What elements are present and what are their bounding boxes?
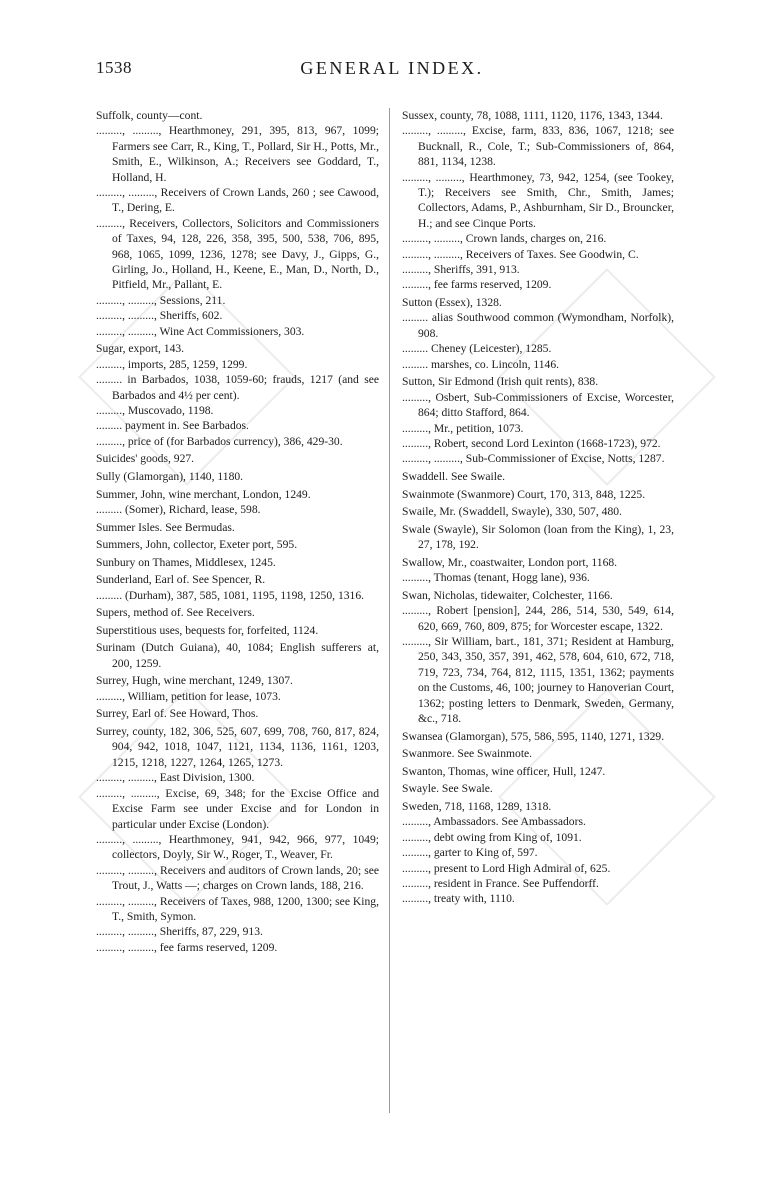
index-entry: ........., Robert, second Lord Lexinton (1668-1723), 972. <box>402 436 661 450</box>
index-entry: Swainmote (Swanmore) Court, 170, 313, 848, 1225. <box>402 487 646 501</box>
index-entry: ........., Mr., petition, 1073. <box>402 421 524 435</box>
index-entry: ........., Muscovado, 1198. <box>96 403 214 417</box>
index-entry: ........., Sir William, bart., 181, 371; Resident at Hamburg, 250, 343, 350, 357, 391, 462, 578, 604, 610, 672, 718, 719, 723, 734, 764, 812, 1115, 1351, 1362; payments on the Customs, 46, 100; journey to Hanoverian Court, 1362; posting letters to Denmark, Sweden, Germany, &c., 718. <box>402 634 674 725</box>
index-entry: ........., fee farms reserved, 1209. <box>402 278 552 292</box>
index-entry: ........., Osbert, Sub-Commissioners of Excise, Worcester, 864; ditto Stafford, 864. <box>402 390 674 420</box>
index-entry: ........., present to Lord High Admiral of, 625. <box>402 861 611 875</box>
index-entry: ........., ........., Hearthmoney, 941, 942, 966, 977, 1049; collectors, Doyly, Sir W., Roger, T., Weaver, Fr. <box>96 832 379 862</box>
index-entry: ........., Ambassadors. See Ambassadors. <box>402 815 586 829</box>
index-entry: Summers, John, collector, Exeter port, 595. <box>96 538 298 552</box>
index-entry: ........., Sheriffs, 391, 913. <box>402 263 520 277</box>
index-entry: Swaddell. See Swaile. <box>402 469 506 483</box>
index-entry: ........., William, petition for lease, 1073. <box>96 689 281 703</box>
index-entry: Sweden, 718, 1168, 1289, 1318. <box>402 799 552 813</box>
index-entry: ........., ........., Crown lands, charges on, 216. <box>402 232 607 246</box>
index-entry: ........., imports, 285, 1259, 1299. <box>96 357 248 371</box>
index-entry: Sutton, Sir Edmond (Irish quit rents), 838. <box>402 375 599 389</box>
index-entry: ........., ........., Sheriffs, 602. <box>96 309 223 323</box>
index-entry: ........., ........., Excise, 69, 348; for the Excise Office and Excise Farm see under Excise and for London in particular under Excise (London). <box>96 786 379 831</box>
index-entry: Sutton (Essex), 1328. <box>402 296 502 310</box>
index-entry: Sunbury on Thames, Middlesex, 1245. <box>96 555 276 569</box>
index-entry: ........., ........., Excise, farm, 833, 836, 1067, 1218; see Bucknall, R., Cole, T.; Sub-Commissioners of, 864, 881, 1134, 1238. <box>402 124 674 169</box>
index-entry: ........., ........., Receivers of Crown Lands, 260 ; see Cawood, T., Dering, E. <box>96 186 379 215</box>
index-entry: ........., ........., Sub-Commissioner of Excise, Notts, 1287. <box>402 452 665 466</box>
index-entry: ........., ........., Receivers of Taxes. See Goodwin, C. <box>402 247 639 261</box>
index-entry: ........., resident in France. See Puffendorff. <box>402 876 599 890</box>
index-entry: ........., debt owing from King of, 1091. <box>402 830 582 844</box>
page-header <box>96 58 688 82</box>
index-entry: Swanton, Thomas, wine officer, Hull, 1247. <box>402 764 606 778</box>
index-column-right <box>402 108 674 907</box>
index-entry: Surrey, Hugh, wine merchant, 1249, 1307. <box>96 674 293 688</box>
index-entry: Swale (Swayle), Sir Solomon (loan from the King), 1, 23, 27, 178, 192. <box>402 522 674 552</box>
index-entry: ........., ........., Receivers of Taxes, 988, 1200, 1300; see King, T., Smith, Symon. <box>96 894 379 923</box>
index-entry: ......... Cheney (Leicester), 1285. <box>402 342 552 356</box>
index-entry: ........., ........., Sessions, 211. <box>96 293 226 307</box>
index-entry: ........., Robert [pension], 244, 286, 514, 530, 549, 614, 620, 669, 760, 809, 875; for Worcester escape, 1322. <box>402 604 674 633</box>
column-divider <box>389 108 390 1113</box>
index-entry: ........., Thomas (tenant, Hogg lane), 936. <box>402 571 590 585</box>
index-entry: ........., ........., Wine Act Commissioners, 303. <box>96 324 305 338</box>
index-entry: ........., ........., Sheriffs, 87, 229, 913. <box>96 925 263 939</box>
index-entry: ........., price of (for Barbados currency), 386, 429-30. <box>96 434 343 448</box>
page-number: 1538 <box>96 58 132 77</box>
index-entry: Sully (Glamorgan), 1140, 1180. <box>96 469 244 483</box>
index-entry: Swaile, Mr. (Swaddell, Swayle), 330, 507, 480. <box>402 505 622 519</box>
index-column-left <box>96 108 379 955</box>
index-entry: ......... (Somer), Richard, lease, 598. <box>96 502 261 516</box>
index-entry: ........., ........., Receivers and auditors of Crown lands, 20; see Trout, J., Watts —; charges on Crown lands, 188, 216. <box>96 863 379 893</box>
index-entry: ........., Receivers, Collectors, Solicitors and Commissioners of Taxes, 94, 128, 226, 358, 395, 500, 538, 706, 895, 968, 1065, 1099, 1236, 1278; see Davy, J., Gipps, G., Girling, Jo., Holland, H., Keene, E., Man, D., North, D., Pitfield, Mr., Pallant, E. <box>96 216 379 292</box>
index-entry: Sunderland, Earl of. See Spencer, R. <box>96 573 266 587</box>
index-entry: Supers, method of. See Receivers. <box>96 606 255 620</box>
index-entry: ......... payment in. See Barbados. <box>96 419 249 433</box>
index-entry: ........., ........., Hearthmoney, 73, 942, 1254, (see Tookey, T.); Receivers see Smith, Chr., Smith, James; Collectors, Adams, P., Ashburnham, Sir D., Brouncker, H.; and see Cinque Ports. <box>402 170 674 230</box>
index-entry: Summer, John, wine merchant, London, 1249. <box>96 487 311 501</box>
index-entry: ......... marshes, co. Lincoln, 1146. <box>402 357 560 371</box>
index-entry: Surrey, Earl of. See Howard, Thos. <box>96 707 259 721</box>
index-entry: Superstitious uses, bequests for, forfeited, 1124. <box>96 623 319 637</box>
index-entry: Swan, Nicholas, tidewaiter, Colchester, 1166. <box>402 588 613 602</box>
index-entry: Swayle. See Swale. <box>402 782 493 796</box>
index-entry: Swansea (Glamorgan), 575, 586, 595, 1140, 1271, 1329. <box>402 729 665 743</box>
index-entry: ........., ........., Hearthmoney, 291, 395, 813, 967, 1099; Farmers see Carr, R., King, T., Pollard, Sir H., Potts, Mr., Smith, E., Wilkinson, A.; Receivers see Goddard, T., Holland, H. <box>96 124 379 184</box>
index-entry: Sussex, county, 78, 1088, 1111, 1120, 1176, 1343, 1344. <box>402 109 663 122</box>
index-entry: Swallow, Mr., coastwaiter, London port, 1168. <box>402 555 618 569</box>
index-entry: Summer Isles. See Bermudas. <box>96 520 235 534</box>
index-entry: Swanmore. See Swainmote. <box>402 747 533 761</box>
index-entry: ........., ........., fee farms reserved, 1209. <box>96 940 278 954</box>
index-entry: ......... (Durham), 387, 585, 1081, 1195, 1198, 1250, 1316. <box>96 588 365 602</box>
index-entry: ......... alias Southwood common (Wymondham, Norfolk), 908. <box>402 311 674 340</box>
index-entry: Suffolk, county—cont. <box>96 109 203 122</box>
index-entry: ........., ........., East Division, 1300. <box>96 771 255 785</box>
running-title: GENERAL INDEX. <box>300 58 484 78</box>
index-entry: Surrey, county, 182, 306, 525, 607, 699, 708, 760, 817, 824, 904, 942, 1018, 1047, 1121, 1134, 1136, 1161, 1203, 1215, 1218, 1227, 1264, 1265, 1273. <box>96 725 379 769</box>
index-entry: ........., garter to King of, 597. <box>402 846 538 860</box>
index-entry: ......... in Barbados, 1038, 1059-60; frauds, 1217 (and see Barbados and 4½ per cent). <box>96 373 379 402</box>
index-entry: ........., treaty with, 1110. <box>402 892 515 906</box>
index-entry: Sugar, export, 143. <box>96 342 185 356</box>
index-entry: Surinam (Dutch Guiana), 40, 1084; English sufferers at, 200, 1259. <box>96 641 379 670</box>
index-entry: Suicides' goods, 927. <box>96 452 195 466</box>
